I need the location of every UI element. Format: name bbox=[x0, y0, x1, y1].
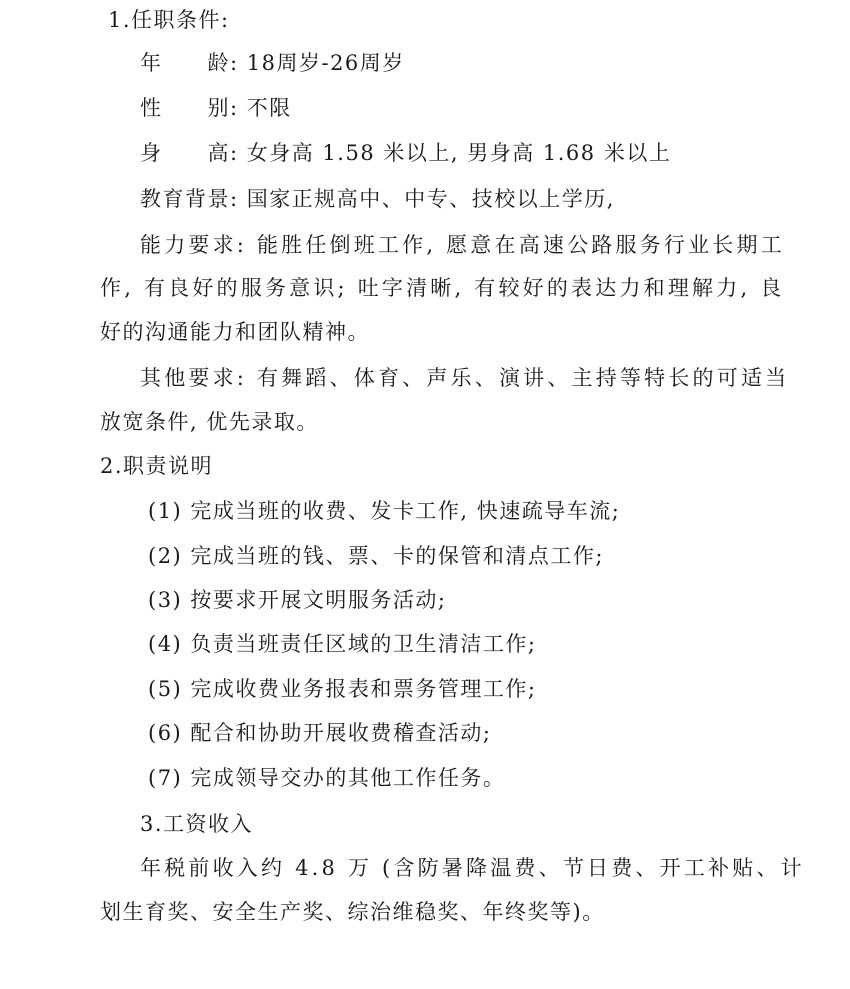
duty-item-1: (1) 完成当班的收费、发卡工作, 快速疏导车流; bbox=[148, 499, 621, 523]
other-line-1: 其他要求: 有舞蹈、体育、声乐、演讲、主持等特长的可适当 bbox=[140, 366, 790, 390]
age-line: 年 龄: 18周岁-26周岁 bbox=[140, 51, 405, 75]
height-line: 身 高: 女身高 1.58 米以上, 男身高 1.68 米以上 bbox=[140, 141, 672, 165]
section3-heading: 3.工资收入 bbox=[140, 812, 254, 836]
section1-heading: 1.任职条件: bbox=[108, 8, 230, 32]
duty-item-4: (4) 负责当班责任区域的卫生清洁工作; bbox=[148, 632, 537, 656]
other-line-2: 放宽条件, 优先录取。 bbox=[100, 410, 319, 434]
education-line: 教育背景: 国家正规高中、中专、技校以上学历, bbox=[140, 187, 615, 211]
duty-item-7: (7) 完成领导交办的其他工作任务。 bbox=[148, 766, 506, 790]
section2-heading: 2.职责说明 bbox=[100, 454, 214, 478]
duty-item-2: (2) 完成当班的钱、票、卡的保管和清点工作; bbox=[148, 544, 604, 568]
ability-line-2: 作, 有良好的服务意识; 吐字清晰, 有较好的表达力和理解力, 良 bbox=[100, 276, 785, 300]
duty-item-5: (5) 完成收费业务报表和票务管理工作; bbox=[148, 677, 537, 701]
ability-line-1: 能力要求: 能胜任倒班工作, 愿意在高速公路服务行业长期工 bbox=[140, 233, 785, 257]
salary-line-2: 划生育奖、安全生产奖、综治维稳奖、年终奖等)。 bbox=[100, 900, 605, 924]
salary-line-1: 年税前收入约 4.8 万 (含防暑降温费、节日费、开工补贴、计 bbox=[140, 856, 805, 880]
duty-item-6: (6) 配合和协助开展收费稽查活动; bbox=[148, 721, 492, 745]
duty-item-3: (3) 按要求开展文明服务活动; bbox=[148, 588, 447, 612]
gender-line: 性 别: 不限 bbox=[140, 96, 292, 120]
ability-line-3: 好的沟通能力和团队精神。 bbox=[100, 320, 370, 344]
